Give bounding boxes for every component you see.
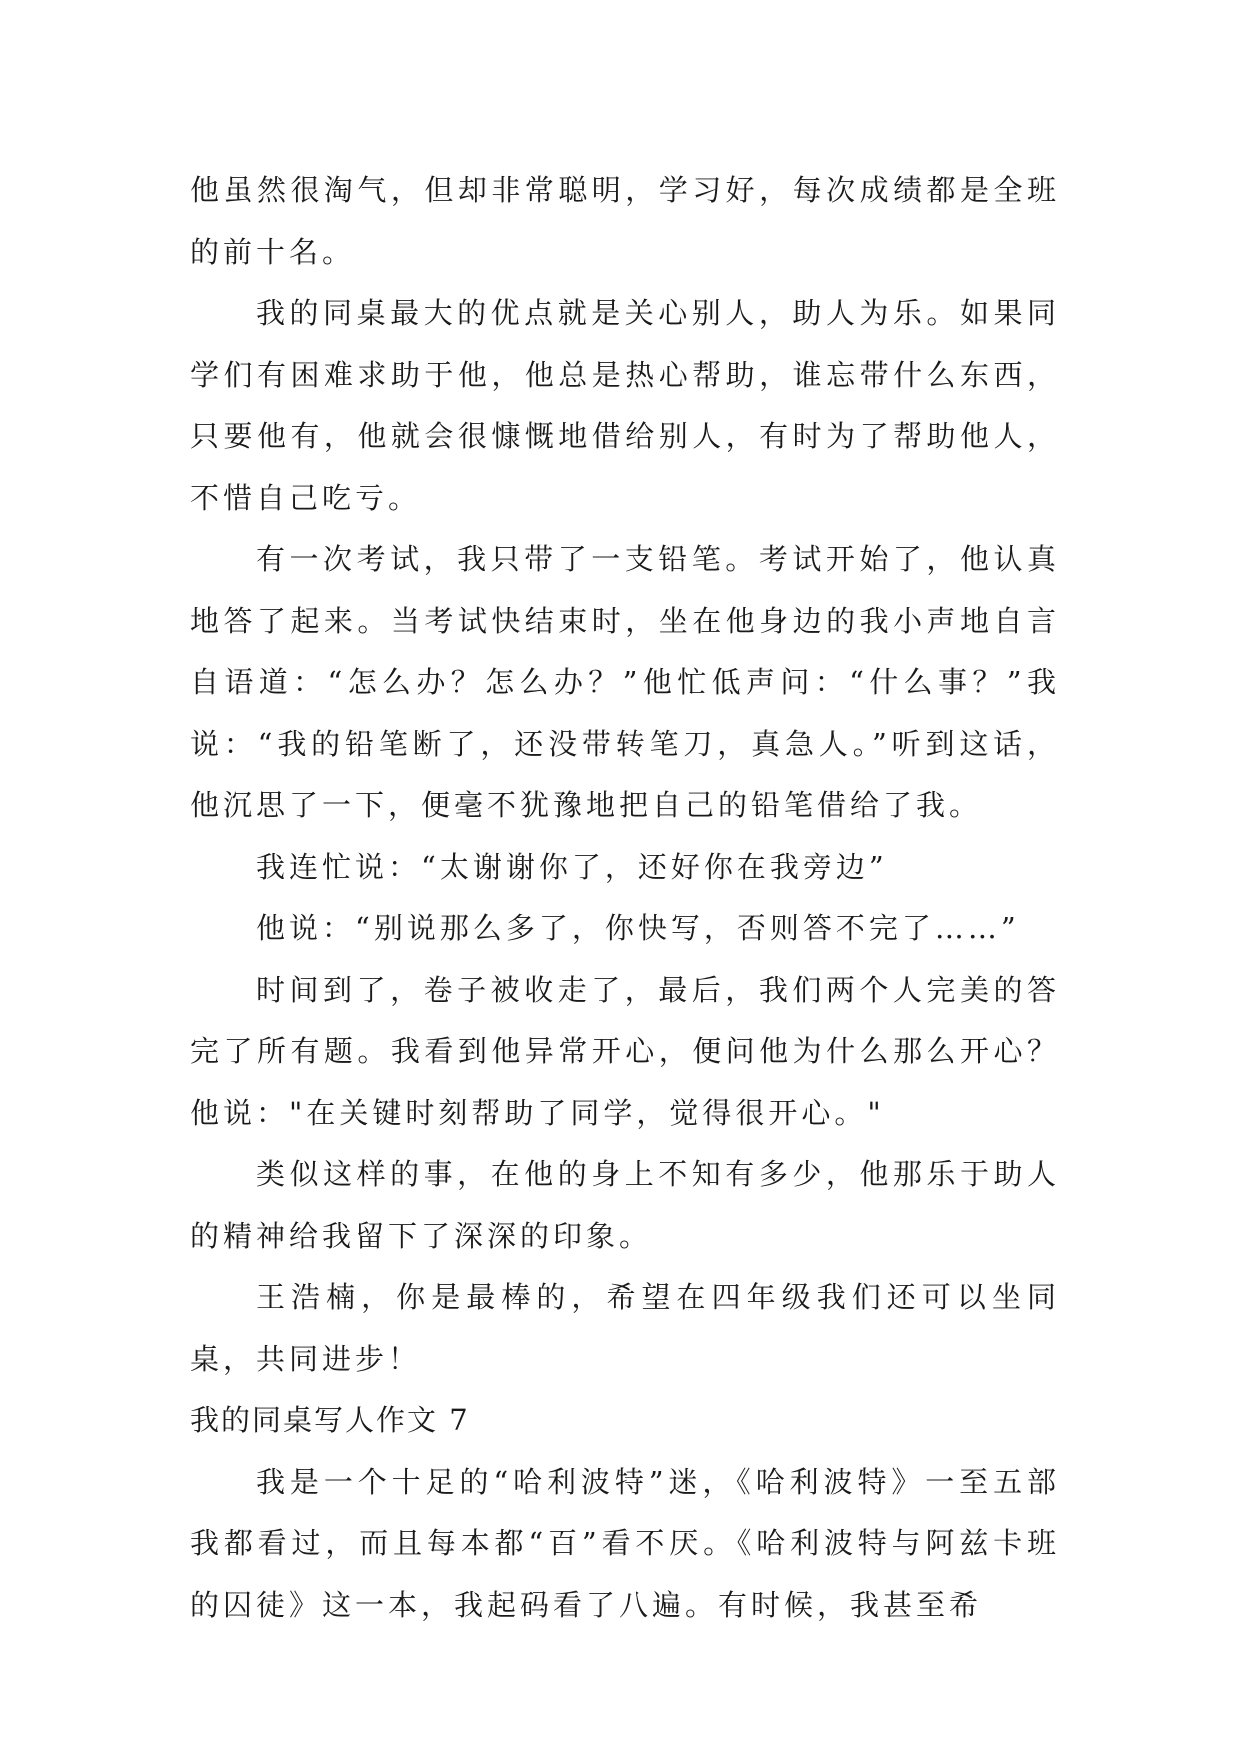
paragraph: 他说：“别说那么多了，你快写，否则答不完了……” <box>256 911 1020 945</box>
paragraph: 他虽然很淘气，但却非常聪明，学习好，每次成绩都是全班的前十名。 <box>190 173 1060 269</box>
paragraph: 时间到了，卷子被收走了，最后，我们两个人完美的答完了所有题。我看到他异常开心，便问他为什么那么开心？他说："在关键时刻帮助了同学，觉得很开心。" <box>190 972 1060 1130</box>
paragraph: 我连忙说：“太谢谢你了，还好你在我旁边” <box>256 849 888 884</box>
paragraph: 类似这样的事，在他的身上不知有多少，他那乐于助人的精神给我留下了深深的印象。 <box>190 1157 1060 1253</box>
section-heading: 我的同桌写人作文 7 <box>190 1403 470 1437</box>
paragraph: 我是一个十足的“哈利波特”迷，《哈利波特》一至五部我都看过，而且每本都“百”看不厌。《哈利波特与阿兹卡班的囚徒》这一本，我起码看了八遍。有时候，我甚至希 <box>190 1464 1060 1622</box>
paragraph: 有一次考试，我只带了一支铅笔。考试开始了，他认真地答了起来。当考试快结束时，坐在他身边的我小声地自言自语道：“怎么办？怎么办？”他忙低声问：“什么事？”我说：“我的铅笔断了，还没带转笔刀，真急人。”听到这话，他沉思了一下，便毫不犹豫地把自己的铅笔借给了我。 <box>190 542 1060 822</box>
paragraph: 我的同桌最大的优点就是关心别人，助人为乐。如果同学们有困难求助于他，他总是热心帮助，谁忘带什么东西，只要他有，他就会很慷慨地借给别人，有时为了帮助他人，不惜自己吃亏。 <box>190 296 1060 515</box>
document-page <box>190 160 1060 1636</box>
paragraph: 王浩楠，你是最棒的，希望在四年级我们还可以坐同桌，共同进步！ <box>190 1280 1060 1376</box>
